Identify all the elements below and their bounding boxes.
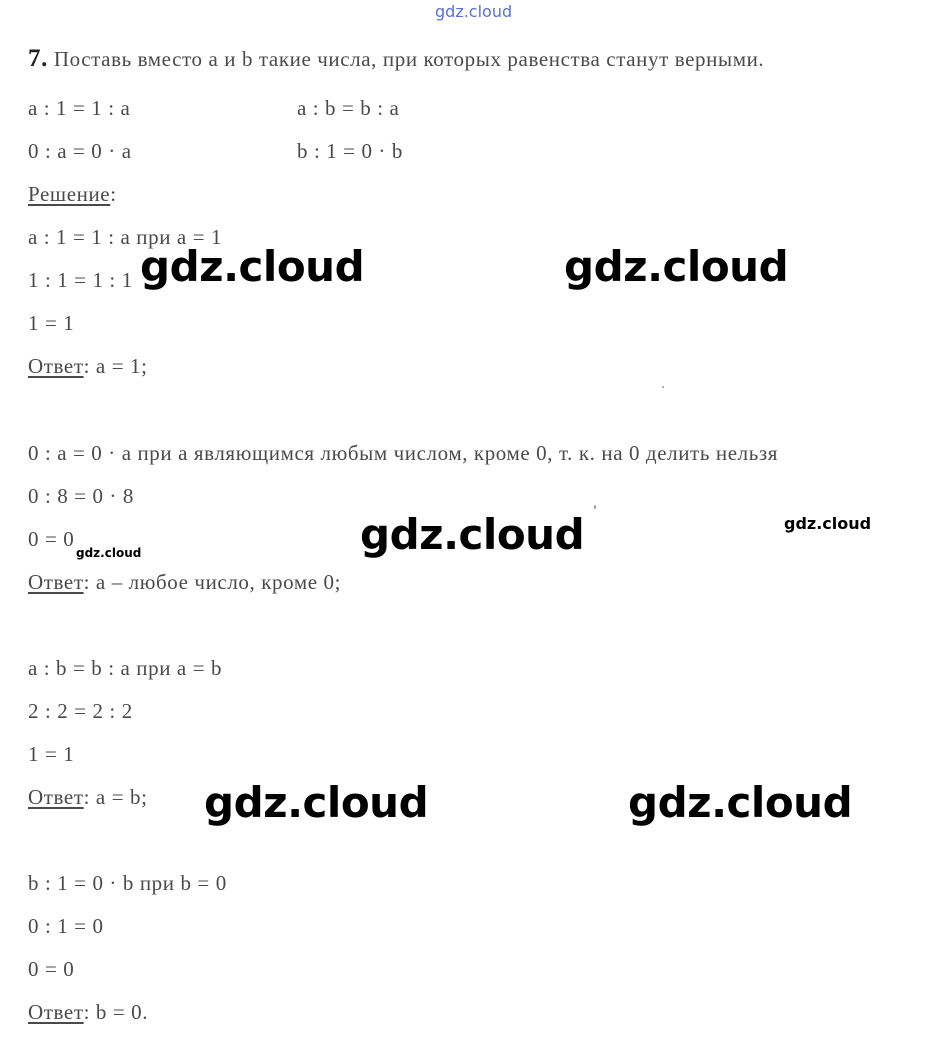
answer-label: Ответ — [28, 354, 84, 378]
watermark-top: gdz.cloud — [435, 2, 513, 21]
part2-line1: 0 : a = 0 · a при a являющимся любым числом, кроме 0, т. к. на 0 делить нельзя — [28, 441, 779, 465]
part1-line1: a : 1 = 1 : a при a = 1 — [28, 225, 223, 249]
answer-label: Ответ — [28, 570, 84, 594]
part1-answer — [28, 353, 148, 379]
part2-answer-text: : a – любое число, кроме 0; — [83, 570, 342, 594]
given-row1-left: a : 1 = 1 : a — [28, 96, 131, 120]
part3-answer — [28, 784, 148, 810]
watermark: gdz.cloud — [564, 242, 789, 291]
part4-answer — [28, 999, 148, 1025]
answer-label: Ответ — [28, 1000, 84, 1024]
solution-heading — [28, 181, 117, 207]
solution-colon: : — [110, 182, 117, 206]
part3-line3: 1 = 1 — [28, 742, 75, 766]
watermark: gdz.cloud — [628, 778, 853, 827]
given-row1-right: a : b = b : a — [297, 96, 400, 120]
watermark: gdz.cloud — [140, 242, 365, 291]
part2-line2: 0 : 8 = 0 · 8 — [28, 484, 134, 508]
solution-label: Решение — [28, 182, 111, 206]
part3-line1: a : b = b : a при a = b — [28, 656, 223, 680]
task-text: Поставь вместо a и b такие числа, при которых равенства станут верными. — [53, 47, 765, 71]
answer-label: Ответ — [28, 785, 84, 809]
part1-line3: 1 = 1 — [28, 311, 75, 335]
watermark: gdz.cloud — [360, 510, 585, 559]
part3-answer-text: : a = b; — [83, 785, 148, 809]
part4-line1: b : 1 = 0 · b при b = 0 — [28, 871, 227, 895]
part3-line2: 2 : 2 = 2 : 2 — [28, 699, 133, 723]
watermark: gdz.cloud — [204, 778, 429, 827]
watermark: gdz.cloud — [76, 546, 142, 560]
watermark: gdz.cloud — [784, 514, 872, 533]
task-statement — [28, 46, 764, 72]
given-row2-right: b : 1 = 0 · b — [297, 139, 403, 163]
part2-answer — [28, 569, 341, 595]
task-number: 7. — [28, 45, 48, 72]
part1-answer-text: : a = 1; — [83, 354, 148, 378]
part1-line2: 1 : 1 = 1 : 1 — [28, 268, 133, 292]
scan-speck — [594, 505, 596, 509]
scan-speck — [662, 386, 664, 388]
part4-line2: 0 : 1 = 0 — [28, 914, 104, 938]
part2-line3: 0 = 0 — [28, 527, 75, 551]
part4-line3: 0 = 0 — [28, 957, 75, 981]
given-row2-left: 0 : a = 0 · a — [28, 139, 132, 163]
part4-answer-text: : b = 0. — [83, 1000, 149, 1024]
